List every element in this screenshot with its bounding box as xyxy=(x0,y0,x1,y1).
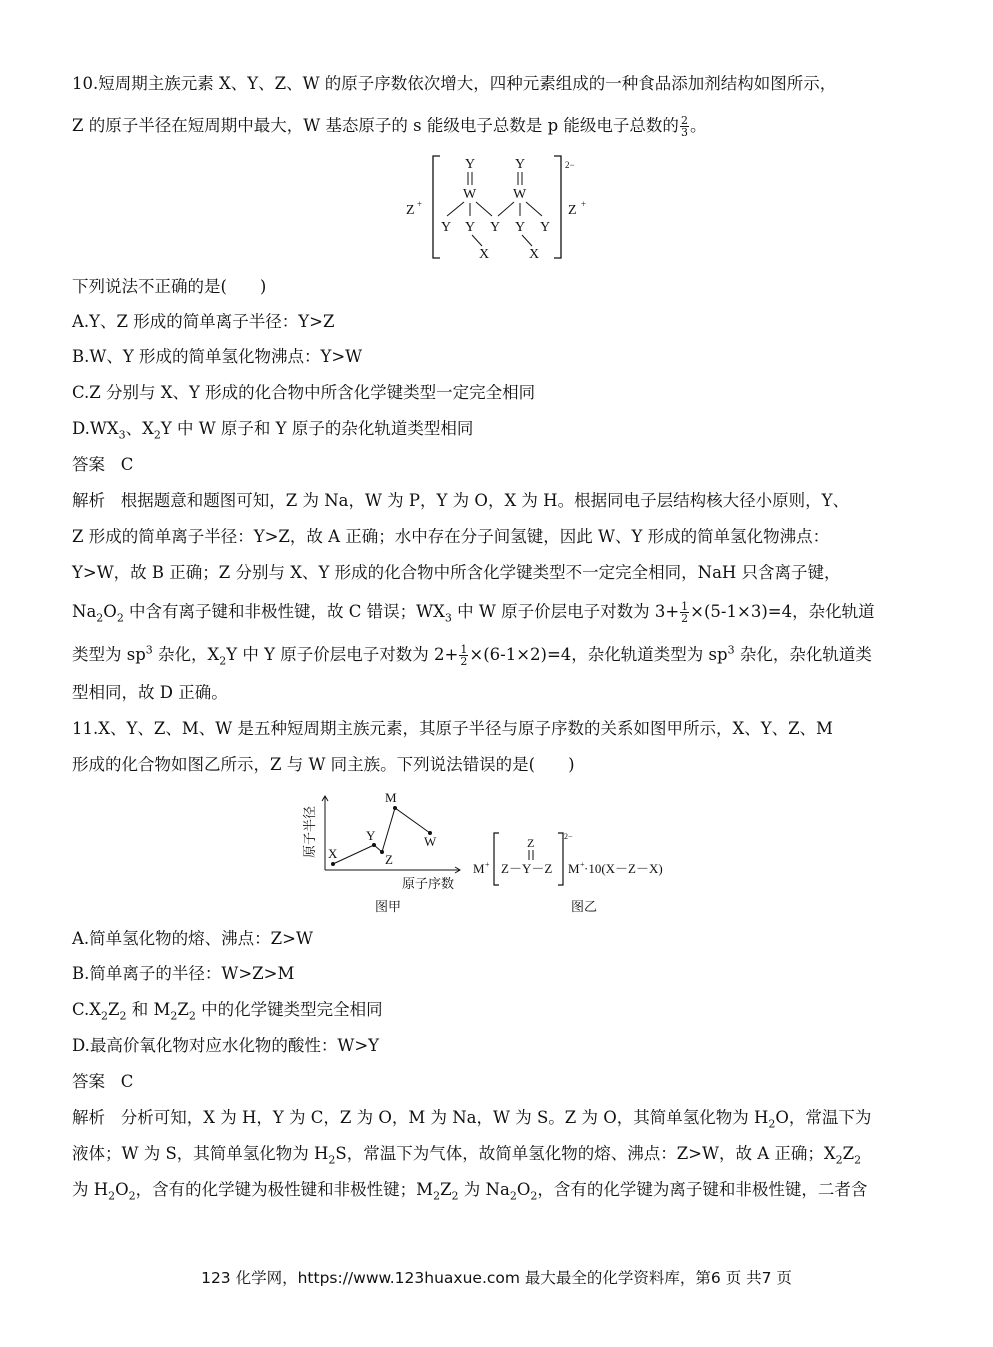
q11-stem-line2: 形成的化合物如图乙所示，Z 与 W 同主族。下列说法错误的是( ) xyxy=(72,755,575,774)
atom-X: X xyxy=(529,247,540,262)
z-cation-left: Z xyxy=(406,203,415,218)
q11-stem-line1: 11.X、Y、Z、M、W 是五种短周期主族元素，其原子半径与原子序数的关系如图甲所示，X、Y、Z、M xyxy=(72,719,833,738)
q10-explanation-5: 类型为 $sp^3$ 杂化，$X_2Y$ 中 Y 原子价层电子对数为 2+ $\frac{1}{2}$ ×(6-1×2)=4，杂化轨道类型为 $sp^3$ 杂化，杂化轨道类 xyxy=(72,643,872,668)
svg-text:+: + xyxy=(580,860,585,869)
label-M: M xyxy=(385,790,397,805)
cation-M-right: M xyxy=(568,861,580,876)
q11-figure-yi xyxy=(470,825,700,920)
q10-explanation-1: 解析 根据题意和题图可知，Z 为 Na，W 为 P，Y 为 O，X 为 H。根据同电子层结构核大径小原则，Y、 xyxy=(72,491,849,510)
q10-option-b: B.W、Y 形成的简单氢化物沸点：Y>W xyxy=(72,347,363,366)
atom-Y: Y xyxy=(515,157,526,172)
atom-Y: Y xyxy=(441,220,452,235)
atom-Y: Y xyxy=(490,220,501,235)
hydrate-water: ·10(X－Z－X) xyxy=(584,861,663,876)
x-axis-label: 原子序数 xyxy=(401,876,455,891)
svg-text:+: + xyxy=(581,199,587,209)
charge-label: 2− xyxy=(565,160,575,170)
label-X: X xyxy=(328,846,338,861)
atom-Y: Y xyxy=(465,220,476,235)
q11-explanation-2: 液体；W 为 S，其简单氢化物为 $H_2S$，常温下为气体，故简单氢化物的熔、沸点：Z>W，故 A 正确；$X_2Z_2$ xyxy=(72,1144,862,1167)
atom-Y: Y xyxy=(465,157,476,172)
q10-explanation-4: $Na_2O_2$ 中含有离子键和非极性键，故 C 错误；$WX_3$ 中 W 原子价层电子对数为 3+ $\frac{1}{2}$ ×(5-1×3)=4，杂化轨道 xyxy=(72,600,875,625)
atom-Y: Y xyxy=(515,220,526,235)
q10-stem-line2: Z 的原子半径在短周期中最大，W 基态原子的 s 能级电子总数是 p 能级电子总数的 $\frac{2}{3}$ 。 xyxy=(72,114,707,139)
atom-Y: Y xyxy=(540,220,551,235)
atom-Z-top: Z xyxy=(527,836,535,850)
point-Y xyxy=(372,843,376,847)
svg-text:+: + xyxy=(485,860,490,869)
point-Z xyxy=(380,850,384,854)
q10-explanation-3: Y>W，故 B 正确；Z 分别与 X、Y 形成的化合物中所含化学键类型不一定完全相同，NaH 只含离子键， xyxy=(72,563,841,582)
caption-yi: 图乙 xyxy=(570,899,598,914)
svg-text:+: + xyxy=(417,199,423,209)
q10-explanation-2: Z 形成的简单离子半径：Y>Z，故 A 正确；水中存在分子间氢键，因此 W、Y 形成的简单氢化物沸点： xyxy=(72,527,830,546)
point-M xyxy=(393,806,397,810)
label-W: W xyxy=(424,834,437,849)
q11-figure-jia xyxy=(300,788,475,918)
fraction: $\frac{2}{3}$ xyxy=(680,114,688,139)
q11-answer: 答案 C xyxy=(72,1072,134,1091)
q11-option-b: B.简单离子的半径：W>Z>M xyxy=(72,964,295,983)
caption-jia: 图甲 xyxy=(374,899,402,914)
q11-option-a: A.简单氢化物的熔、沸点：Z>W xyxy=(72,929,313,948)
atom-X: X xyxy=(479,247,490,262)
anion-charge: 2− xyxy=(564,832,573,841)
label-Y: Y xyxy=(366,828,376,843)
q11-option-d: D.最高价氧化物对应水化物的酸性：W>Y xyxy=(72,1036,380,1055)
z-cation-right: Z xyxy=(568,203,577,218)
q11-option-c: $C.X_2Z_2$ 和 $M_2Z_2$ 中的化学键类型完全相同 xyxy=(72,1000,383,1023)
y-axis-label: 原子半径 xyxy=(302,805,317,859)
q10-option-c: C.Z 分别与 X、Y 形成的化合物中所含化学键类型一定完全相同 xyxy=(72,383,536,402)
atom-W: W xyxy=(513,187,527,202)
q10-option-d: $D.WX_3$、$X_2Y$ 中 W 原子和 Y 原子的杂化轨道类型相同 xyxy=(72,419,474,442)
page-footer: 123 化学网，https://www.123huaxue.com 最大最全的化学资料库，第6 页 共7 页 xyxy=(201,1269,792,1287)
q11-explanation-3: 为 $H_2O_2$，含有的化学键为极性键和非极性键；$M_2Z_2$ 为 $Na_2O_2$，含有的化学键为离子键和非极性键，二者含 xyxy=(72,1180,868,1203)
q10-explanation-6: 型相同，故 D 正确。 xyxy=(72,683,228,702)
q10-stem-line1: 10.短周期主族元素 X、Y、Z、W 的原子序数依次增大，四种元素组成的一种食品添加剂结构如图所示， xyxy=(72,74,837,93)
q10-prompt: 下列说法不正确的是( ) xyxy=(72,277,267,296)
point-X xyxy=(331,862,335,866)
cation-M-left: M xyxy=(473,861,485,876)
q10-answer: 答案 C xyxy=(72,455,134,474)
q10-structure-diagram xyxy=(402,150,592,265)
label-Z: Z xyxy=(385,852,393,867)
anion-formula: Z－Y－Z xyxy=(501,861,553,876)
atom-W: W xyxy=(463,187,477,202)
q10-option-a: A.Y、Z 形成的简单离子半径：Y>Z xyxy=(72,312,335,331)
q11-explanation-1: 解析 分析可知，X 为 H，Y 为 C，Z 为 O，M 为 Na，W 为 S。Z 为 O，其简单氢化物为 $H_2O$，常温下为 xyxy=(72,1108,872,1131)
